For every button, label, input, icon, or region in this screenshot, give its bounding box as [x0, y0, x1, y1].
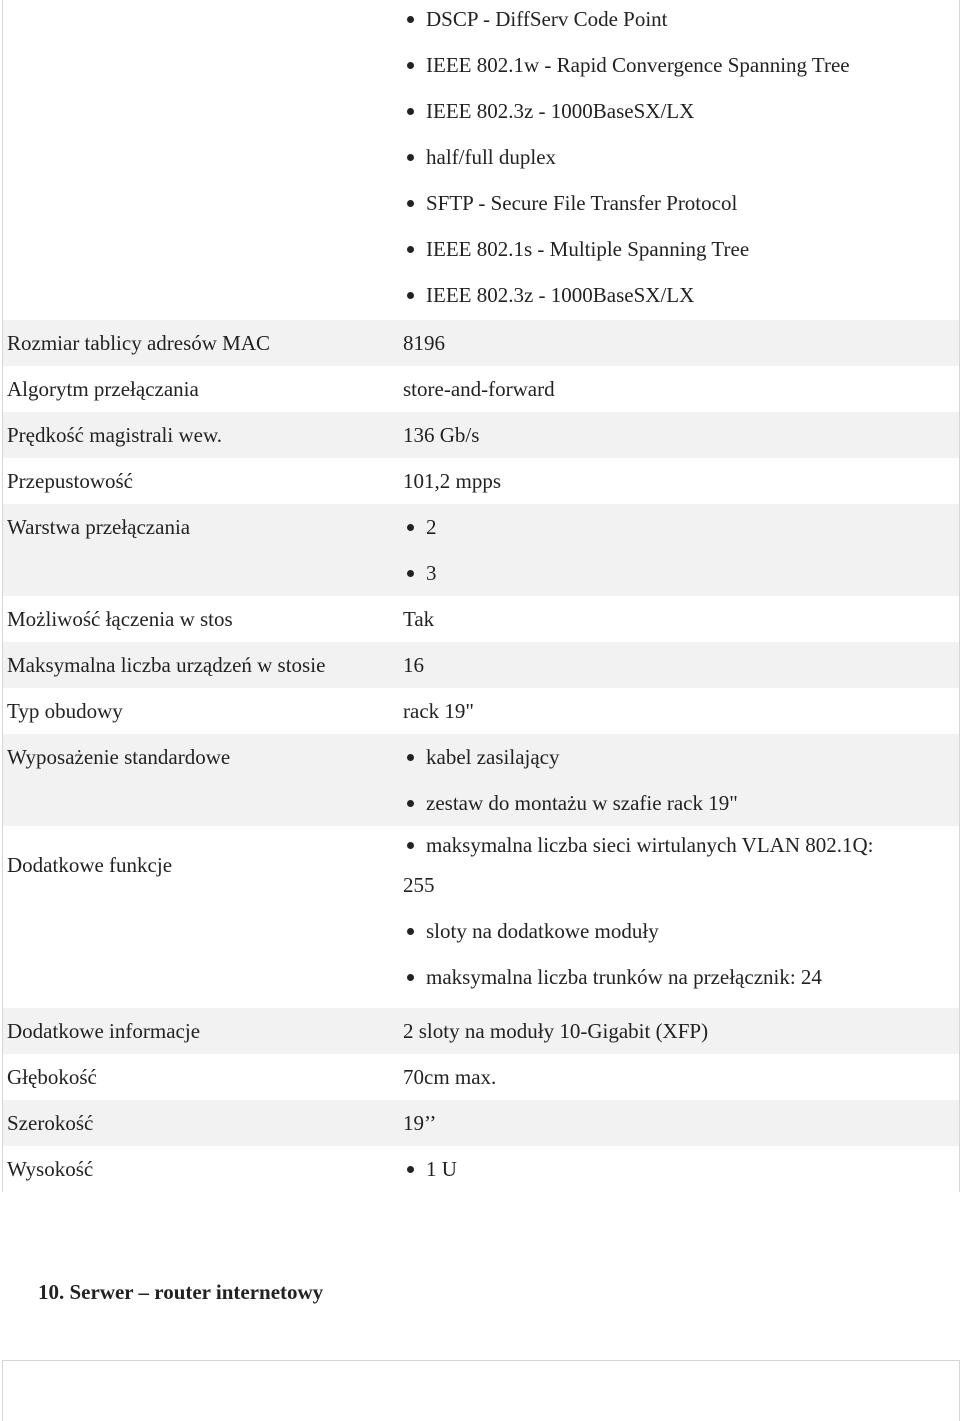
row-value: 70cm max.: [403, 1065, 497, 1089]
row-value: 101,2 mpps: [403, 469, 502, 493]
row-value: 16: [403, 653, 424, 677]
table-row-mac: [3, 320, 959, 366]
bullet-icon: [407, 1166, 414, 1173]
bullet-icon: [407, 928, 414, 935]
bullet-icon: [407, 800, 414, 807]
table-row-depth: [3, 1054, 959, 1100]
row-label: Prędkość magistrali wew.: [7, 423, 223, 447]
bullet-icon: [407, 108, 414, 115]
table-row-width: [3, 1100, 959, 1146]
list-item: SFTP - Secure File Transfer Protocol: [407, 180, 737, 226]
row-label: Dodatkowe funkcje: [7, 853, 173, 877]
list-item: zestaw do montażu w szafie rack 19": [407, 780, 738, 826]
bullet-icon: [407, 292, 414, 299]
bullet-icon: [407, 974, 414, 981]
list-item: 2: [407, 504, 437, 550]
bullet-icon: [407, 62, 414, 69]
section-heading: 10. Serwer – router internetowy: [38, 1280, 324, 1304]
row-label: Rozmiar tablicy adresów MAC: [7, 331, 271, 355]
bullet-icon: [407, 570, 414, 577]
table-row-equipment: [3, 734, 959, 826]
table-row-layer: [3, 504, 959, 596]
row-label: Maksymalna liczba urządzeń w stosie: [7, 653, 326, 677]
row-value: store-and-forward: [403, 377, 555, 401]
table-row-max-stack: [3, 642, 959, 688]
protocols-row: [3, 0, 959, 320]
row-value: 136 Gb/s: [403, 423, 480, 447]
next-table-top: [2, 1360, 960, 1421]
table-row-throughput: [3, 458, 959, 504]
list-item: IEEE 802.1w - Rapid Convergence Spanning Tree: [407, 42, 850, 88]
table-row-extra-functions: [3, 826, 959, 1008]
row-value: rack 19": [403, 699, 474, 723]
list-item: IEEE 802.3z - 1000BaseSX/LX: [407, 272, 694, 318]
list-item: DSCP - DiffServ Code Point: [407, 0, 668, 42]
table-row-backbone: [3, 412, 959, 458]
bullet-icon: [407, 246, 414, 253]
bullet-icon: [407, 754, 414, 761]
row-label: Głębokość: [7, 1065, 97, 1089]
table-row-height: [3, 1146, 959, 1192]
bullet-icon: [407, 16, 414, 23]
row-label: Warstwa przełączania: [7, 515, 191, 539]
row-label: Wysokość: [7, 1157, 94, 1181]
row-value-continuation: 255: [403, 873, 435, 897]
list-item: maksymalna liczba sieci wirtulanych VLAN 802.1Q:: [407, 822, 874, 868]
table-row-extra-info: [3, 1008, 959, 1054]
row-label: Szerokość: [7, 1111, 94, 1135]
list-item: maksymalna liczba trunków na przełącznik: 24: [407, 954, 822, 1000]
row-label: Przepustowość: [7, 469, 133, 493]
row-value: 19’’: [403, 1111, 437, 1135]
list-item: half/full duplex: [407, 134, 556, 180]
row-label: Możliwość łączenia w stos: [7, 607, 233, 631]
list-item: sloty na dodatkowe moduły: [407, 908, 659, 954]
row-label: Typ obudowy: [7, 699, 123, 723]
list-item: IEEE 802.1s - Multiple Spanning Tree: [407, 226, 749, 272]
row-label: Dodatkowe informacje: [7, 1019, 201, 1043]
row-value: Tak: [403, 607, 435, 631]
list-item: 3: [407, 550, 437, 596]
bullet-icon: [407, 524, 414, 531]
row-label: Algorytm przełączania: [7, 377, 199, 401]
table-row-case: [3, 688, 959, 734]
bullet-icon: [407, 200, 414, 207]
table-row-algorithm: [3, 366, 959, 412]
row-value: 8196: [403, 331, 445, 355]
row-label: Wyposażenie standardowe: [7, 745, 231, 769]
bullet-icon: [407, 154, 414, 161]
bullet-icon: [407, 842, 414, 849]
list-item: IEEE 802.3z - 1000BaseSX/LX: [407, 88, 694, 134]
spec-table: [2, 0, 960, 1192]
table-row-stacking: [3, 596, 959, 642]
list-item: 1 U: [407, 1146, 457, 1192]
list-item: kabel zasilający: [407, 734, 560, 780]
row-value: 2 sloty na moduły 10-Gigabit (XFP): [403, 1019, 709, 1043]
